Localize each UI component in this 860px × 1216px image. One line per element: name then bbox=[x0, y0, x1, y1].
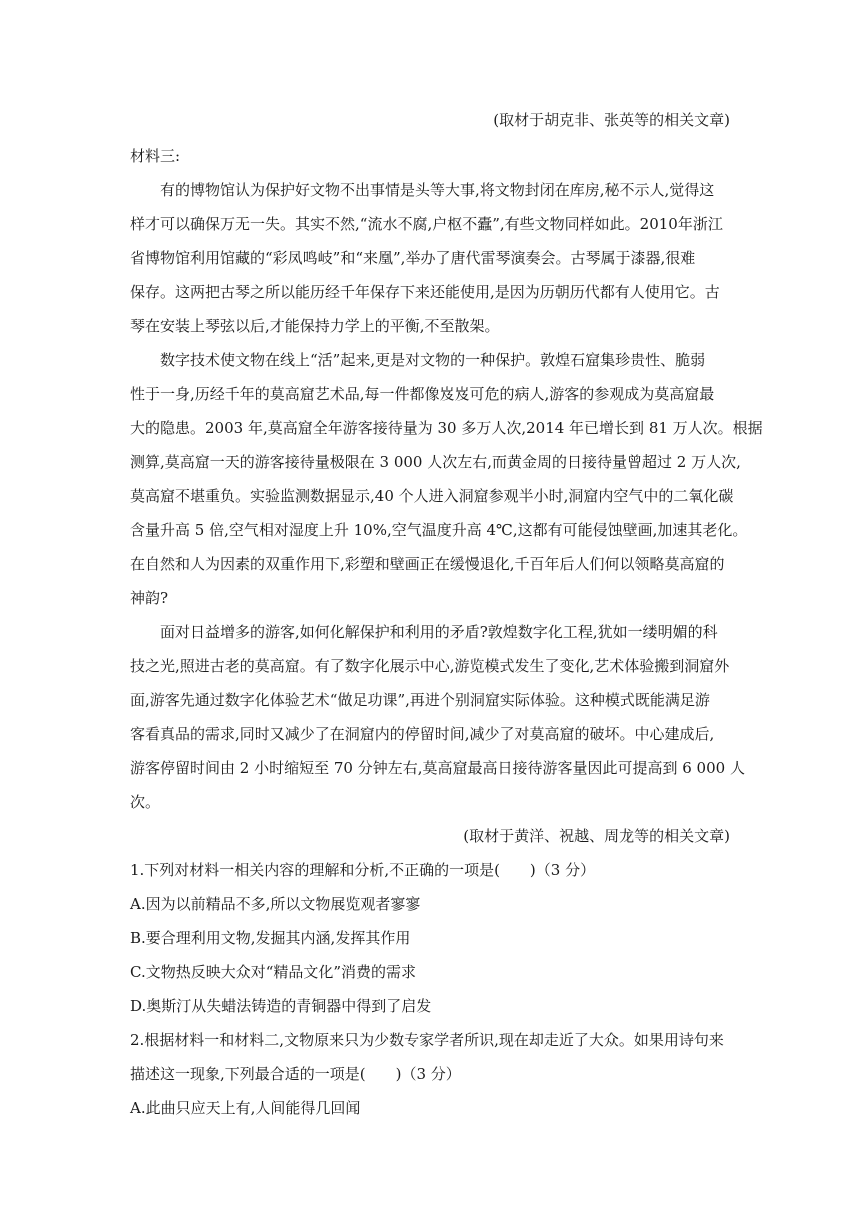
question-2-option-a: A.此曲只应天上有,人间能得几回闻 bbox=[130, 1099, 361, 1117]
paragraph-line: 面对日益增多的游客,如何化解保护和利用的矛盾?敦煌数字化工程,犹如一缕明媚的科 bbox=[160, 623, 718, 641]
paragraph-line: 次。 bbox=[130, 793, 161, 811]
paragraph-line: 神韵? bbox=[130, 589, 169, 607]
paragraph-line: 性于一身,历经千年的莫高窟艺术品,每一件都像岌岌可危的病人,游客的参观成为莫高窟最 bbox=[130, 385, 715, 403]
source-citation-2: (取材于黄洋、祝越、周龙等的相关文章) bbox=[463, 827, 730, 845]
source-citation-1: (取材于胡克非、张英等的相关文章) bbox=[493, 111, 730, 129]
question-1-option-d: D.奥斯汀从失蜡法铸造的青铜器中得到了启发 bbox=[130, 997, 432, 1015]
material-3-title: 材料三: bbox=[130, 147, 181, 165]
paragraph-line: 莫高窟不堪重负。实验监测数据显示,40 个人进入洞窟参观半小时,洞窟内空气中的二氧化碳 bbox=[130, 487, 734, 505]
paragraph-line: 大的隐患。2003 年,莫高窟全年游客接待量为 30 多万人次,2014 年已增长到 81 万人次。根据 bbox=[130, 419, 763, 437]
paragraph-line: 数字技术使文物在线上“活”起来,更是对文物的一种保护。敦煌石窟集珍贵性、脆弱 bbox=[160, 351, 706, 369]
paragraph-line: 游客停留时间由 2 小时缩短至 70 分钟左右,莫高窟最高日接待游客量因此可提高到 6 000 人 bbox=[130, 759, 745, 777]
paragraph-line: 有的博物馆认为保护好文物不出事情是头等大事,将文物封闭在库房,秘不示人,觉得这 bbox=[160, 181, 715, 199]
paragraph-line: 省博物馆利用馆藏的“彩凤鸣岐”和“来凰”,举办了唐代雷琴演奏会。古琴属于漆器,很难 bbox=[130, 249, 696, 267]
paragraph-line: 面,游客先通过数字化体验艺术“做足功课”,再进个别洞窟实际体验。这种模式既能满足游 bbox=[130, 691, 710, 709]
paragraph-line: 测算,莫高窟一天的游客接待量极限在 3 000 人次左右,而黄金周的日接待量曾超过 2 万人次, bbox=[130, 453, 741, 471]
question-1-option-b: B.要合理利用文物,发掘其内涵,发挥其作用 bbox=[130, 929, 411, 947]
paragraph-line: 技之光,照进古老的莫高窟。有了数字化展示中心,游览模式发生了变化,艺术体验搬到洞窟外 bbox=[130, 657, 730, 675]
question-1-stem: 1.下列对材料一相关内容的理解和分析,不正确的一项是( )（3 分） bbox=[130, 861, 596, 879]
question-1-option-c: C.文物热反映大众对“精品文化”消费的需求 bbox=[130, 963, 417, 981]
paragraph-line: 含量升高 5 倍,空气相对湿度上升 10%,空气温度升高 4℃,这都有可能侵蚀壁画,加速其老化。 bbox=[130, 521, 748, 539]
paragraph-line: 样才可以确保万无一失。其实不然,“流水不腐,户枢不蠹”,有些文物同样如此。2010年浙江 bbox=[130, 215, 723, 233]
question-2-stem-line-1: 2.根据材料一和材料二,文物原来只为少数专家学者所识,现在却走近了大众。如果用诗句来 bbox=[130, 1031, 724, 1049]
paragraph-line: 保存。这两把古琴之所以能历经千年保存下来还能使用,是因为历朝历代都有人使用它。古 bbox=[130, 283, 720, 301]
paragraph-line: 在自然和人为因素的双重作用下,彩塑和壁画正在缓慢退化,千百年后人们何以领略莫高窟的 bbox=[130, 555, 725, 573]
paragraph-line: 客看真品的需求,同时又减少了在洞窟内的停留时间,减少了对莫高窟的破坏。中心建成后, bbox=[130, 725, 715, 743]
paragraph-line: 琴在安装上琴弦以后,才能保持力学上的平衡,不至散架。 bbox=[130, 317, 500, 335]
question-1-option-a: A.因为以前精品不多,所以文物展览观者寥寥 bbox=[130, 895, 421, 913]
question-2-stem-line-2: 描述这一现象,下列最合适的一项是( )（3 分） bbox=[130, 1065, 461, 1083]
